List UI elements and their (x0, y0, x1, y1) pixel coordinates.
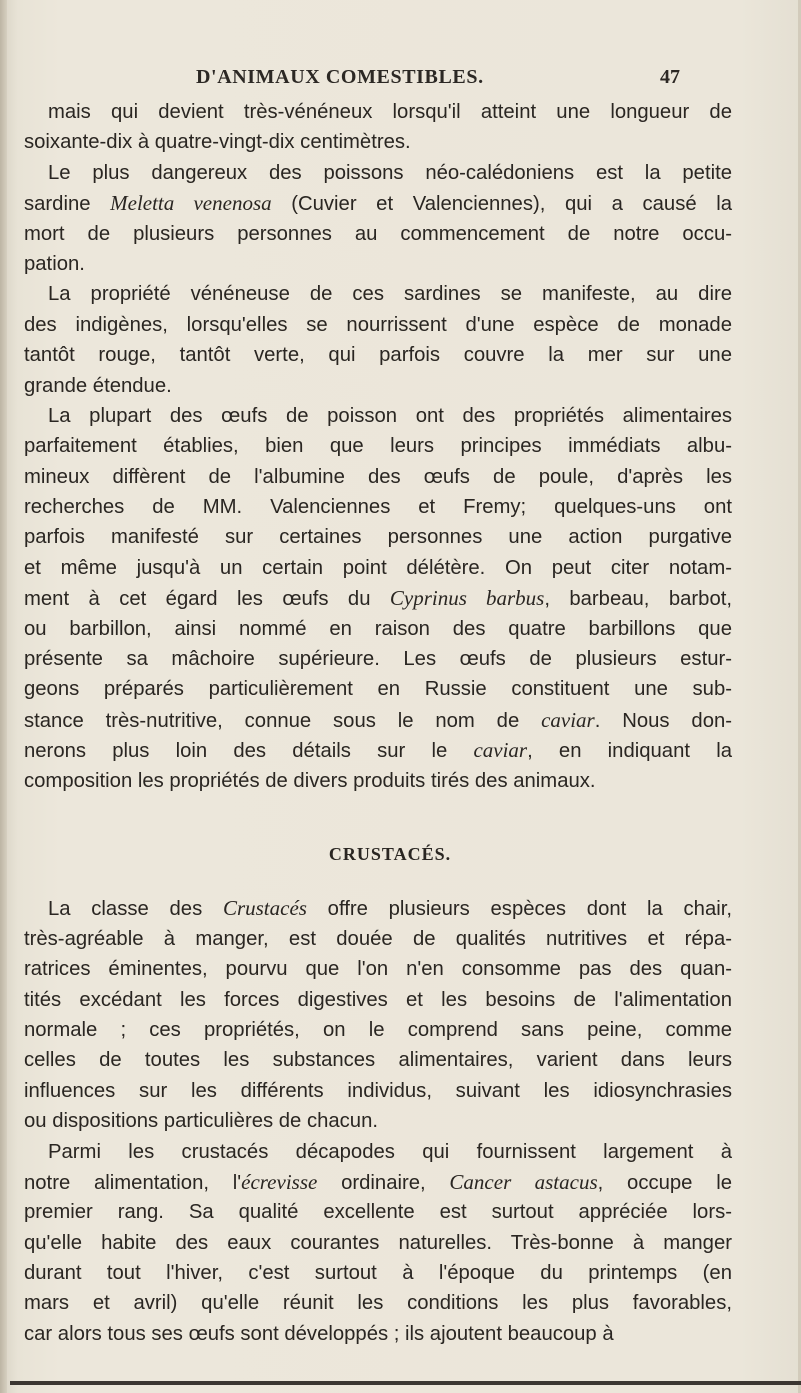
paragraph (24, 1137, 732, 1350)
body-text (24, 97, 732, 1349)
text-line: La classe des Crustacés offre plusieurs espèces dont la chair, (48, 896, 732, 921)
text-line: mort de plusieurs personnes au commencement de notre occu- (24, 222, 732, 245)
page-header (0, 60, 801, 94)
italic-term: Cyprinus barbus (389, 586, 545, 611)
text-line: ou barbillon, ainsi nommé en raison des quatre barbillons que (24, 617, 732, 640)
text-line: ou dispositions particulières de chacun. (24, 1110, 379, 1133)
text-line: présente sa mâchoire supérieure. Les œufs de plusieurs estur- (24, 648, 732, 671)
text-line: premier rang. Sa qualité excellente est surtout appréciée lors- (24, 1201, 732, 1224)
text-line: ratrices éminentes, pourvu que l'on n'en consomme pas des quan- (24, 958, 732, 981)
text-line: normale ; ces propriétés, on le comprend sans peine, comme (24, 1018, 732, 1041)
text-line: notre alimentation, l'écrevisse ordinaire, Cancer astacus, occupe le (24, 1169, 732, 1194)
italic-term: Crustacés (222, 896, 307, 921)
italic-term: écrevisse (241, 1169, 318, 1194)
text-line: Parmi les crustacés décapodes qui fournissent largement à (48, 1140, 732, 1163)
section-heading: CRUSTACÉS. (328, 843, 452, 864)
text-line: composition les propriétés de divers produits tirés des animaux. (24, 769, 596, 792)
page-number: 47 (660, 66, 680, 88)
text-line: très-agréable à manger, est douée de qualités nutritives et répa- (24, 927, 732, 950)
italic-term: Meletta venenosa (110, 191, 272, 216)
text-line: influences sur les différents individus, suivant les idiosynchrasies (24, 1079, 732, 1102)
text-line: celles de toutes les substances alimentaires, varient dans leurs (24, 1049, 732, 1072)
text-line: mars et avril) qu'elle réunit les conditions les plus favorables, (24, 1292, 732, 1315)
paragraph (24, 279, 732, 401)
text-line: geons préparés particulièrement en Russie constituent une sub- (24, 678, 732, 701)
italic-term: Cancer astacus (449, 1169, 598, 1194)
text-line: stance très-nutritive, connue sous le nom de caviar. Nous don- (24, 707, 733, 732)
text-line: et même jusqu'à un certain point délétère. On peut citer notam- (24, 556, 732, 579)
text-line: ment à cet égard les œufs du Cyprinus barbus, barbeau, barbot, (24, 586, 732, 611)
text-line: nerons plus loin des détails sur le caviar, en indiquant la (24, 738, 732, 763)
text-line: recherches de MM. Valenciennes et Fremy; quelques-uns ont (24, 496, 732, 519)
italic-term: caviar (473, 738, 528, 763)
paragraph (24, 893, 732, 1136)
paragraph (24, 401, 732, 796)
text-line: Le plus dangereux des poissons néo-calédoniens est la petite (48, 161, 732, 184)
running-title: D'ANIMAUX COMESTIBLES. (196, 66, 484, 88)
paragraph (24, 158, 732, 280)
italic-term: caviar (541, 707, 595, 732)
text-line: qu'elle habite des eaux courantes naturelles. Très-bonne à manger (24, 1231, 732, 1254)
text-line: soixante-dix à quatre-vingt-dix centimètres. (24, 131, 411, 154)
bottom-rule (10, 1381, 801, 1385)
text-line: La propriété vénéneuse de ces sardines se manifeste, au dire (48, 283, 732, 306)
paragraph (24, 97, 732, 158)
text-line: parfaitement établies, bien que leurs principes immédiats albu- (24, 435, 732, 458)
text-line: grande étendue. (24, 374, 172, 397)
text-line: tantôt rouge, tantôt verte, qui parfois couvre la mer sur une (24, 344, 732, 367)
text-line: des indigènes, lorsqu'elles se nourrissent d'une espèce de monade (24, 313, 732, 336)
text-line: sardine Meletta venenosa (Cuvier et Valenciennes), qui a causé la (24, 191, 732, 216)
text-line: durant tout l'hiver, c'est surtout à l'époque du printemps (en (24, 1262, 732, 1285)
text-line: pation. (24, 252, 85, 275)
text-line: mineux diffèrent de l'albumine des œufs de poule, d'après les (24, 465, 732, 488)
text-line: parfois manifesté sur certaines personnes une action purgative (24, 526, 732, 549)
text-line: mais qui devient très-vénéneux lorsqu'il atteint une longueur de (48, 101, 732, 123)
page-binding-edge (0, 0, 7, 1393)
text-line: tités excédant les forces digestives et les besoins de l'alimentation (24, 988, 732, 1011)
text-line: car alors tous ses œufs sont développés ; ils ajoutent beaucoup à (24, 1322, 614, 1345)
text-line: La plupart des œufs de poisson ont des propriétés alimentaires (48, 404, 732, 427)
